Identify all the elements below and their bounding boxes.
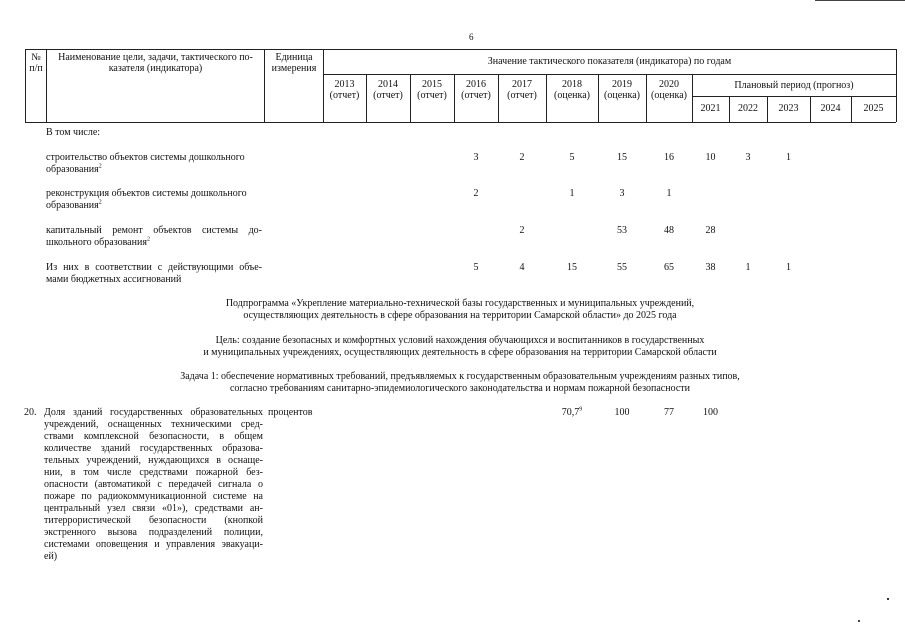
cell-2021: 10 — [705, 152, 716, 163]
cell-2022: 1 — [745, 262, 751, 273]
cell-2017: 2 — [519, 225, 525, 236]
page-corner-line — [815, 0, 905, 1]
scan-speck — [858, 620, 860, 622]
header-planned-group: Плановый период (прогноз) — [734, 80, 854, 91]
header-year-2018: 2018 (оценка) — [554, 79, 590, 101]
row-label-line2: образования$^2$ — [46, 199, 102, 211]
cell-2019: 53 — [617, 225, 627, 236]
cell-2020: 16 — [664, 152, 674, 163]
header-year-2022: 2022 — [738, 103, 758, 114]
header-num-col: № п/п — [29, 52, 43, 74]
header-year-2016: 2016 (отчет) — [461, 79, 491, 101]
header-name-col: Наименование цели, задачи, тактического по-казателя (индикатора) — [58, 52, 253, 74]
header-year-2014: 2014 (отчет) — [373, 79, 403, 101]
header-year-2020: 2020 (оценка) — [651, 79, 687, 101]
cell-2017: 2 — [519, 152, 525, 163]
scan-speck — [887, 598, 889, 600]
page-number: 6 — [469, 32, 474, 42]
header-year-2013: 2013 (отчет) — [329, 79, 360, 101]
header-year-2025: 2025 — [863, 103, 884, 114]
cell-2020: 48 — [664, 225, 674, 236]
subprogram-title: Подпрограмма «Укрепление материально-технической базы государственных и муниципальных учреждений, осуществляющих деятельность в сфере образования на территории Самарской области» до 2025 года — [225, 298, 695, 321]
cell-2016: 2 — [473, 188, 479, 199]
item-description: Доля зданий государственных образовательных учреждений, оснащенных техническими сред- ствами комплексной безопасности, в общем количестве зданий государственных образова- тельных учреждений, нуждающихся в оснаще- нии, в том числе средствами пожарной без- опасности (автоматикой с передачей сигнала о пожаре по радиокоммуникационной системе на центральный узел связи «01»), средствами ан- титеррористической безопасности (кнопкой экстренного вызова подразделений полиции, системами оповещения и управления эвакуаци- ей) — [44, 407, 263, 562]
cell-2019: 15 — [617, 152, 627, 163]
cell-2023: 1 — [786, 152, 791, 163]
item-unit: процентов — [268, 407, 313, 418]
row-label-line1: строительство объектов системы дошкольного — [46, 152, 245, 163]
cell-2021: 28 — [705, 225, 716, 236]
row-label-line1: капитальный ремонт объектов системы до- — [46, 225, 262, 236]
header-year-2023: 2023 — [778, 103, 799, 114]
cell-2018: 70,7$^9$ — [561, 406, 583, 418]
cell-2019: 100 — [614, 407, 630, 418]
header-year-2019: 2019 (оценка) — [604, 79, 640, 101]
task-text: Задача 1: обеспечение нормативных требований, предъявляемых к государственным образовательным учреждениям разных типов, согласно требованиям санитарно-эпидемиологического законодательства и нормам пожарной безопасности — [180, 371, 740, 394]
row-label-line2: мами бюджетных ассигнований — [46, 274, 182, 285]
header-values-group: Значение тактического показателя (индикатора) по годам — [487, 56, 732, 67]
row-label-line1: реконструкция объектов системы дошкольного — [46, 188, 247, 199]
cell-2019: 3 — [619, 188, 625, 199]
row-label-line2: школьного образования$^2$ — [46, 236, 150, 248]
cell-2016: 5 — [473, 262, 479, 273]
header-year-2024: 2024 — [820, 103, 841, 114]
cell-2021: 100 — [703, 407, 718, 418]
cell-2023: 1 — [786, 262, 791, 273]
cell-2022: 3 — [745, 152, 751, 163]
cell-2021: 38 — [705, 262, 716, 273]
including-label: В том числе: — [46, 127, 101, 138]
header-year-2021: 2021 — [700, 103, 721, 114]
cell-2018: 15 — [567, 262, 577, 273]
cell-2020: 1 — [666, 188, 672, 199]
cell-2016: 3 — [473, 152, 479, 163]
cell-2017: 4 — [519, 262, 525, 273]
row-label-line2: образования$^2$ — [46, 163, 102, 175]
goal-text: Цель: создание безопасных и комфортных условий нахождения обучающихся и воспитанников в государственных и муниципальных учреждениях, осуществляющих деятельность в сфере образования на территории Самарской области — [203, 335, 717, 358]
header-year-2015: 2015 (отчет) — [417, 79, 447, 101]
header-unit-col: Единица измерения — [271, 52, 317, 74]
cell-2018: 5 — [569, 152, 575, 163]
item-number: 20. — [24, 407, 37, 418]
cell-2020: 65 — [664, 262, 674, 273]
row-label-line1: Из них в соответствии с действующими объе- — [46, 262, 262, 273]
header-year-2017: 2017 (отчет) — [507, 79, 537, 101]
cell-2019: 55 — [617, 262, 627, 273]
cell-2018: 1 — [569, 188, 575, 199]
cell-2020: 77 — [664, 407, 674, 418]
